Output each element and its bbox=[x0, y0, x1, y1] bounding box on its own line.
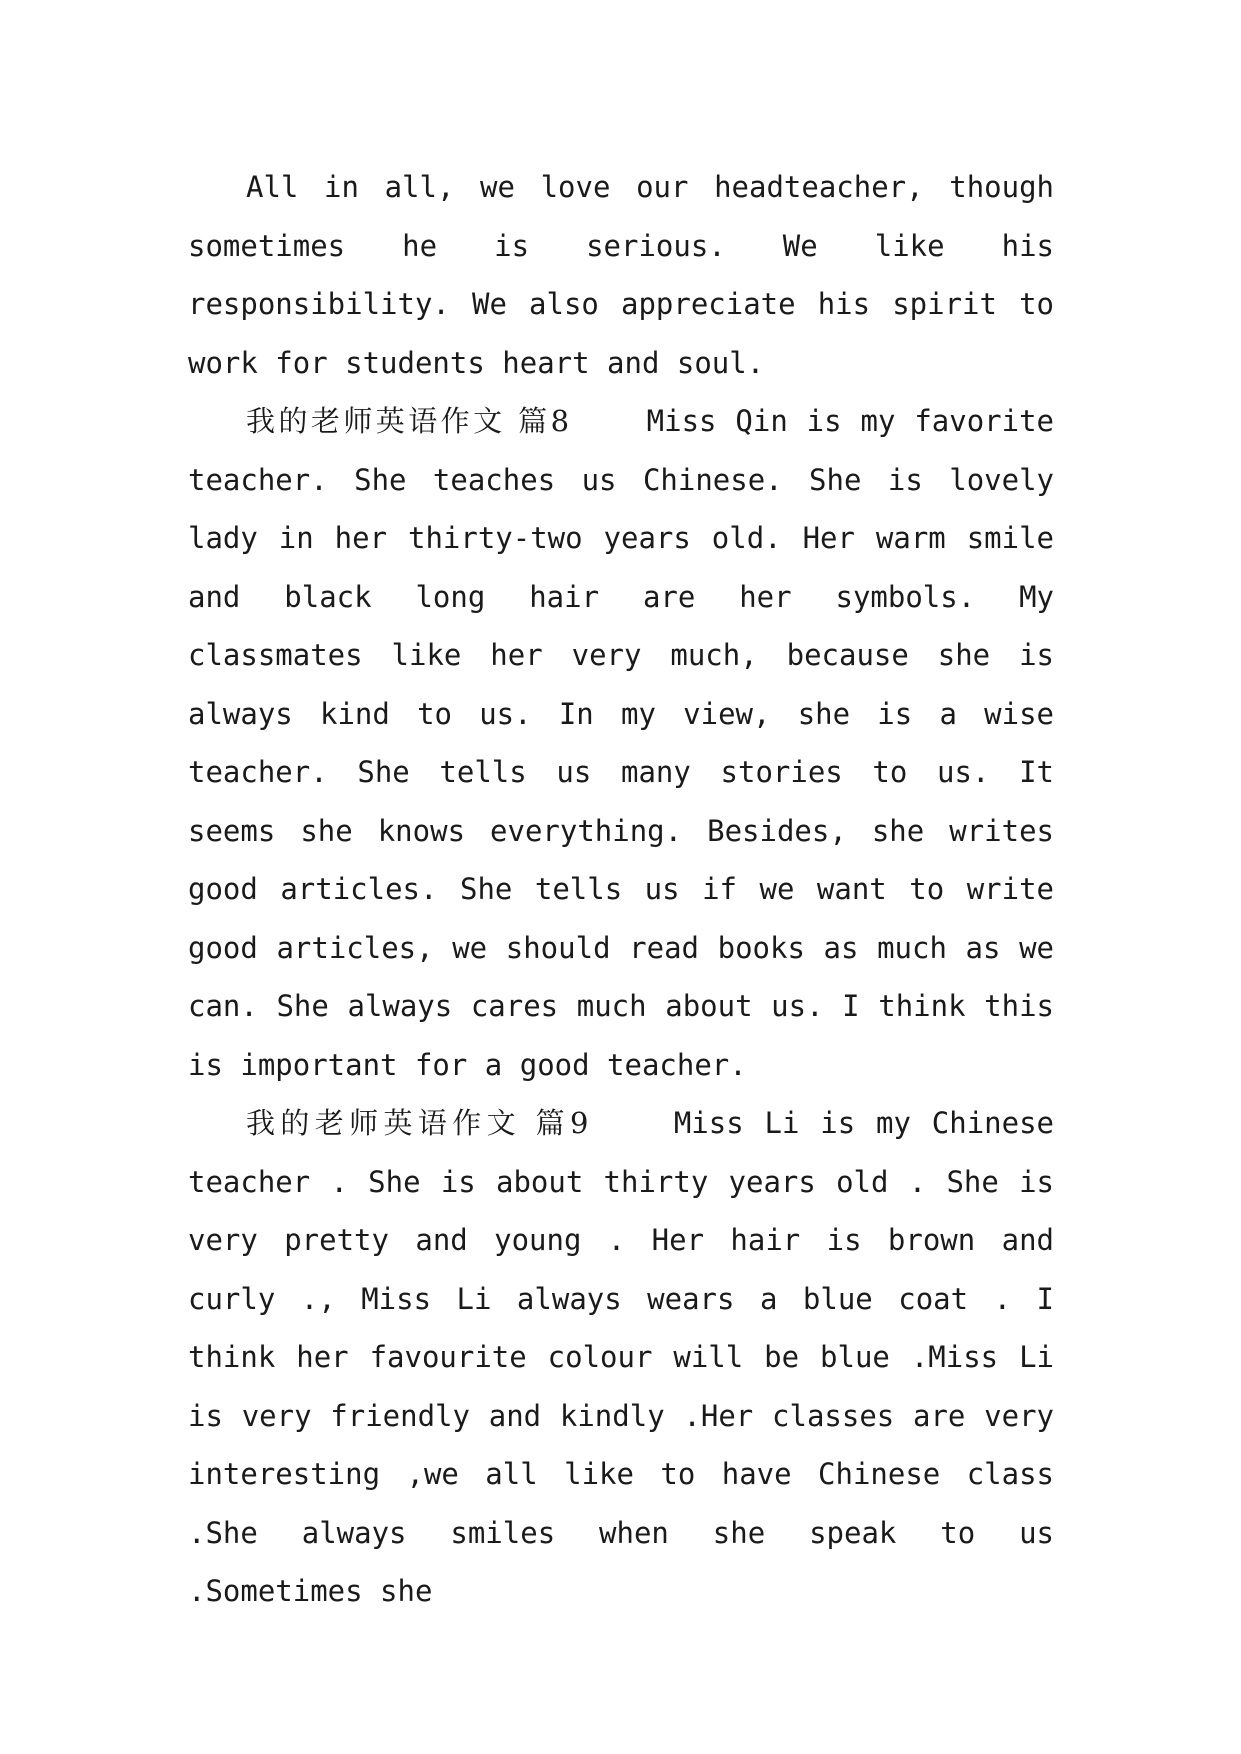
paragraph-text: All in all, we love our headteacher, though sometimes he is serious. We like his responsibility. We also appreciate his spirit to work for students heart and soul. bbox=[188, 170, 1054, 380]
paragraph-text: Miss Qin is my favorite teacher. She teaches us Chinese. She is lovely lady in her thirty-two years old. Her warm smile and black long hair are her symbols. My classmates like her very much, because she is always kind to us. In my view, she is a wise teacher. She tells us many stories to us. It seems she knows everything. Besides, she writes good articles. She tells us if we want to write good articles, we should read books as much as we can. She always cares much about us. I think this is important for a good teacher. bbox=[188, 404, 1054, 1082]
essay-heading: 我的老师英语作文 篇9 bbox=[246, 1106, 591, 1140]
document-body bbox=[188, 158, 1054, 1621]
paragraph-essay-8 bbox=[188, 392, 1054, 1094]
paragraph-text: Miss Li is my Chinese teacher . She is about thirty years old . She is very pretty and young . Her hair is brown and curly ., Miss Li always wears a blue coat . I think her favourite colour will be blue .Miss Li is very friendly and kindly .Her classes are very interesting ,we all like to have Chinese class .She always smiles when she speak to us .Sometimes she bbox=[188, 1106, 1054, 1608]
paragraph-conclusion bbox=[188, 158, 1054, 392]
paragraph-essay-9 bbox=[188, 1094, 1054, 1621]
essay-heading: 我的老师英语作文 篇8 bbox=[246, 404, 572, 438]
